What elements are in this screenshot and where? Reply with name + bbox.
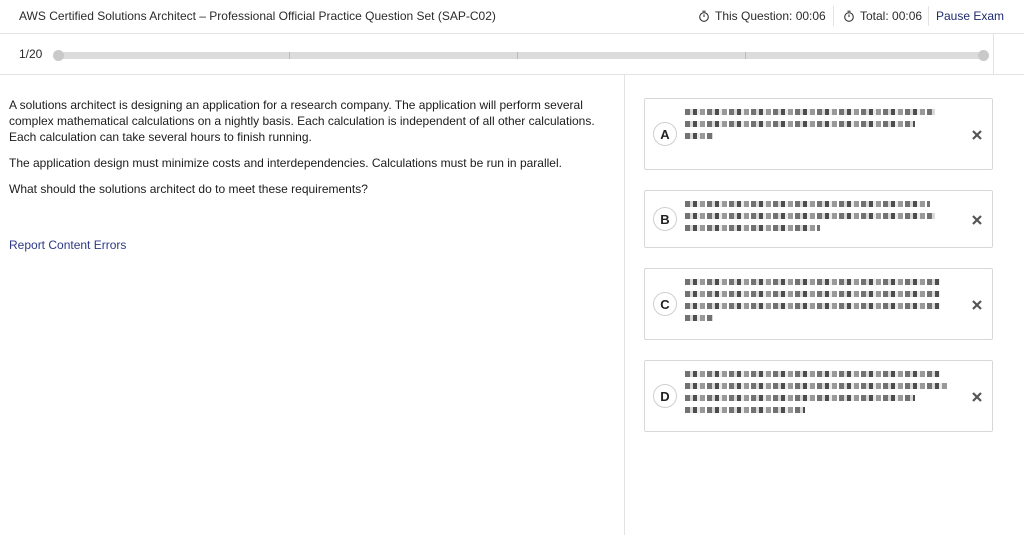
answer-text-obscured [685,197,947,237]
eliminate-x-icon[interactable] [971,214,983,226]
question-timer [698,9,826,23]
answer-option-a[interactable] [644,98,993,170]
divider [928,6,929,26]
pause-exam-button[interactable]: Pause Exam [936,9,1005,23]
question-timer-label: This Question: 00:06 [715,9,826,23]
answer-letter: A [653,122,677,146]
answer-letter: B [653,207,677,231]
answer-text-obscured [685,367,947,419]
answer-letter: C [653,292,677,316]
report-content-errors-link[interactable]: Report Content Errors [9,238,127,252]
progress-end-handle[interactable] [978,50,989,61]
exam-title: AWS Certified Solutions Architect – Professional Official Practice Question Set (SAP-C02) [19,9,496,23]
progress-tick [745,52,746,59]
divider [833,6,834,26]
total-timer-label: Total: 00:06 [860,9,923,23]
stopwatch-icon [843,10,855,22]
question-paragraph: A solutions architect is designing an application for a research company. The application will perform several complex mathematical calculations on a nightly basis. Each calculation is independent of all other calculations. Each calculation can take several hours to finish running. [9,98,595,144]
progress-bar-row [0,34,1024,75]
column-divider [624,75,625,535]
progress-counter: 1/20 [19,47,43,61]
eliminate-x-icon[interactable] [971,299,983,311]
answer-option-b[interactable] [644,190,993,248]
total-timer [843,9,922,23]
eliminate-x-icon[interactable] [971,129,983,141]
eliminate-x-icon[interactable] [971,391,983,403]
stopwatch-icon [698,10,710,22]
exam-header [0,0,1024,34]
answer-text-obscured [685,105,947,145]
question-paragraph: What should the solutions architect do to meet these requirements? [9,182,368,196]
answer-text-obscured [685,275,947,327]
progress-track[interactable] [57,52,985,59]
answer-letter: D [653,384,677,408]
answer-option-c[interactable] [644,268,993,340]
progress-start-handle[interactable] [53,50,64,61]
question-paragraph: The application design must minimize costs and interdependencies. Calculations must be run in parallel. [9,156,562,170]
divider [993,34,994,74]
question-text [9,97,613,207]
progress-tick [289,52,290,59]
answer-option-d[interactable] [644,360,993,432]
progress-tick [517,52,518,59]
